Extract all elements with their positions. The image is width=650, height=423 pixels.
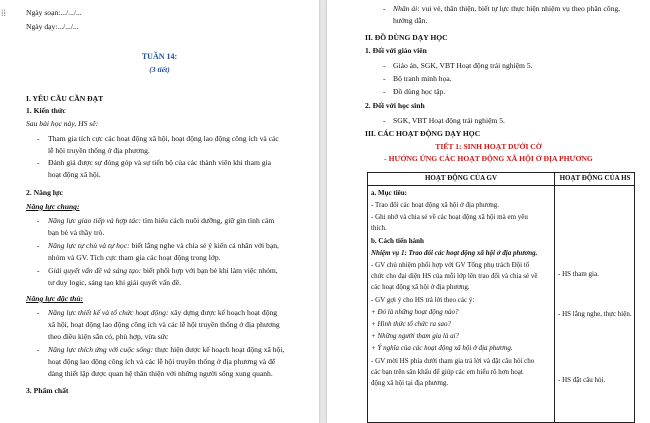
period-1-subtitle: - HƯỞNG ỨNG CÁC HOẠT ĐỘNG XÃ HỘI Ở ĐỊA PHƯƠNG <box>384 154 593 163</box>
teacher-material-3: Đồ dùng học tập. <box>393 87 446 96</box>
question-1: + Đó là những hoạt động nào? <box>371 308 459 316</box>
column-divider <box>554 173 555 422</box>
bullet-icon: - <box>383 116 386 125</box>
quality-kindness-b: hướng dẫn. <box>393 16 428 25</box>
bullet-icon: - <box>37 308 40 317</box>
periods: (3 tiết) <box>149 65 170 74</box>
teacher-step-3a: - GV mời HS phía dưới tham gia trả lời và đặt câu hỏi cho <box>371 357 535 365</box>
intro-text: Sau bài học này, HS sẽ: <box>26 119 99 128</box>
teacher-step-1c: các hoạt động xã hội ở địa phương. <box>371 283 470 291</box>
student-activity-3: - HS đặt câu hỏi. <box>558 376 606 384</box>
header-teacher: HOẠT ĐỘNG CỦA GV <box>424 174 498 182</box>
for-teacher-heading: 1. Đối với giáo viên <box>365 46 427 55</box>
date-taught: Ngày dạy:.../.../... <box>26 22 79 31</box>
question-4: + Ý nghĩa của các hoạt động xã hội ở địa phương. <box>371 344 513 352</box>
document-page-left <box>0 0 319 423</box>
competence-adapt: Năng lực thích ứng với cuộc sống: thực hiện được kế hoạch hoạt động xã hội, <box>48 345 285 354</box>
competence-problem-solving: Giải quyết vấn đề và sáng tạo: biết phối hợp với bạn bè khi làm việc nhóm, <box>48 266 278 275</box>
competence-design-c: theo điều kiện sẵn có, phù hợp, vừa sức <box>48 332 169 341</box>
competence-problem-solving-b: tư duy logic, sáng tạo khi giải quyết vấn đề. <box>48 278 181 287</box>
bullet-icon: - <box>383 87 386 96</box>
competence-self-study: Năng lực tự chủ và tự học: biết lắng nghe và chia sẻ ý kiến cá nhân với bạn, <box>48 241 279 250</box>
competence-communication-b: bạn bè và thầy trò. <box>48 228 105 237</box>
bullet-icon: - <box>383 61 386 70</box>
general-competence-heading: Năng lực chung: <box>26 202 80 211</box>
objective-heading: a. Mục tiêu: <box>371 189 407 197</box>
bullet-icon: - <box>383 4 386 13</box>
subsection-knowledge: 1. Kiến thức <box>26 106 66 115</box>
competence-adapt-c: dàng thiết lập được quan hệ thân thiện với những người sống xung quanh. <box>48 369 273 378</box>
task-1: Nhiệm vụ 1: Trao đổi các hoạt động xã hội ở địa phương. <box>371 249 538 257</box>
drag-handle-icon[interactable]: ⁞⁞ <box>1 8 7 18</box>
student-material-1: SGK, VBT Hoạt động trải nghiệm 5. <box>393 116 505 125</box>
knowledge-1b: lễ hội truyền thống ở địa phương. <box>48 146 150 155</box>
activities-table <box>367 172 635 423</box>
objective-2a: - Ghi nhớ và chia sẻ về các hoạt động xã hội mà em yêu <box>371 213 528 221</box>
bullet-icon: - <box>37 216 40 225</box>
subsection-qualities: 3. Phẩm chất <box>26 386 69 395</box>
bullet-icon: - <box>383 74 386 83</box>
period-1-title: TIẾT 1: SINH HOẠT DƯỚI CỜ <box>435 142 542 151</box>
teacher-step-2: - GV gợi ý cho HS trả lời theo các ý: <box>371 296 475 304</box>
quality-kindness: Nhân ái: vui vẻ, thân thiện, biết tự lực thực hiện nhiệm vụ theo phân công, <box>393 4 621 13</box>
objective-2b: thích. <box>371 224 387 232</box>
bullet-icon: - <box>37 345 40 354</box>
bullet-icon: - <box>37 266 40 275</box>
specific-competence-heading: Năng lực đặc thù: <box>26 294 84 303</box>
competence-self-study-b: nhóm và GV. Tích cực tham gia các hoạt động trong lớp. <box>48 253 221 262</box>
teacher-step-1b: chức cho đại diện HS của mỗi lớp lên trao đổi và chia sẻ về <box>371 272 538 280</box>
competence-design: Năng lực thiết kế và tổ chức hoạt động: xây dựng được kế hoạch hoạt động <box>48 308 278 317</box>
competence-design-b: xã hội, hoạt động lao động công ích và các lễ hội truyền thống ở địa phương <box>48 320 280 329</box>
section-requirements: I. YÊU CẦU CẦN ĐẠT <box>26 94 104 103</box>
procedure-heading: b. Cách tiến hành <box>371 237 424 245</box>
bullet-icon: - <box>37 241 40 250</box>
teacher-material-2: Bộ tranh minh họa. <box>393 74 452 83</box>
competence-adapt-b: hoạt động lao động công ích và các lễ hội truyền thống ở địa phương và để <box>48 357 276 366</box>
objective-1: - Trao đổi các hoạt động xã hội ở địa phương. <box>371 201 500 209</box>
bullet-icon: - <box>37 158 40 167</box>
for-student-heading: 2. Đối với học sinh <box>365 101 425 110</box>
week-title: TUẦN 14: <box>141 52 178 61</box>
question-3: + Những người tham gia là ai? <box>371 332 460 340</box>
subsection-competence: 2. Năng lực <box>26 188 63 197</box>
section-activities: III. CÁC HOẠT ĐỘNG DẠY HỌC <box>365 129 481 138</box>
teacher-step-1a: - GV chủ nhiệm phối hợp với GV Tổng phụ trách Đội tổ <box>371 261 530 269</box>
student-activity-1: - HS tham gia. <box>558 270 599 278</box>
document-page-right <box>327 0 650 423</box>
competence-communication: Năng lực giao tiếp và hợp tác: tìm hiểu cách nuôi dưỡng, giữ gìn tình cảm <box>48 216 275 225</box>
student-activity-2: - HS lắng nghe, thực hiện. <box>558 310 632 318</box>
section-materials: II. ĐỒ DÙNG DẠY HỌC <box>365 33 448 42</box>
bullet-icon: - <box>37 134 40 143</box>
knowledge-2b: hoạt động xã hội. <box>48 170 101 179</box>
date-prepared: Ngày soạn:.../.../... <box>26 8 82 17</box>
header-student: HOẠT ĐỘNG CỦA HS <box>559 174 631 182</box>
knowledge-2a: Đánh giá được sự đóng góp và sự tiến bộ của các thành viên khi tham gia <box>48 158 272 167</box>
question-2: + Hình thức tổ chức ra sao? <box>371 320 452 328</box>
knowledge-1a: Tham gia tích cực các hoạt động xã hội, hoạt động lao động công ích và các <box>48 134 279 143</box>
teacher-step-3c: động xã hội tại địa phương. <box>371 379 449 387</box>
teacher-material-1: Giáo án, SGK, VBT Hoạt động trải nghiệm 5. <box>393 61 533 70</box>
teacher-step-3b: các bạn trên sân khấu để giúp các em hiểu rõ hơn hoạt <box>371 368 523 376</box>
